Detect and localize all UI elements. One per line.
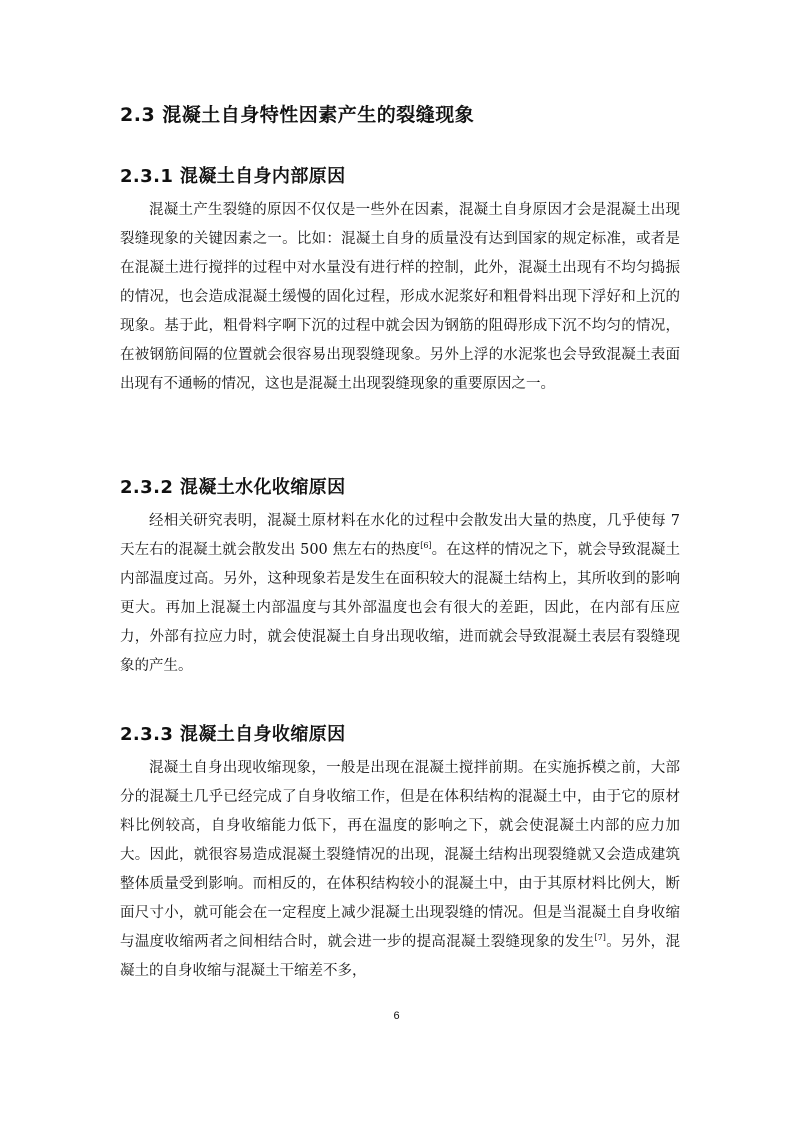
paragraph-2-3-2 (120, 507, 680, 681)
subsection-heading-2-3-3: 2.3.3 混凝土自身收缩原因 (120, 724, 346, 745)
paragraph-text: 。在这样的情况之下，就会导致混凝土内部温度过高。另外，这种现象若是发生在面积较大的混凝土结构上，其所收到的影响更大。再加上混凝土内部温度与其外部温度也会有很大的差距，因此，在内部有压应力，外部有拉应力时，就会使混凝土自身出现收缩，进而就会导致混凝土表层有裂缝现象的产生。 (120, 542, 680, 674)
paragraph-text: 经相关研究表明，混凝土原材料在水化的过程中会散发出大量的热度，几乎使每 7 天左右的混凝土就会散发出 500 焦左右的热度 (120, 513, 680, 558)
paragraph-2-3-1: 混凝土产生裂缝的原因不仅仅是一些外在因素，混凝土自身原因才会是混凝土出现裂缝现象的关键因素之一。比如：混凝土自身的质量没有达到国家的规定标准，或者是在混凝土进行搅拌的过程中对水量没有进行样的控制，此外，混凝土出现有不均匀捣振的情况，也会造成混凝土缓慢的固化过程，形成水泥浆好和粗骨料出现下浮好和上沉的现象。基于此，粗骨料字啊下沉的过程中就会因为钢筋的阻碍形成下沉不均匀的情况，在被钢筋间隔的位置就会很容易出现裂缝现象。另外上浮的水泥浆也会导致混凝土表面出现有不通畅的情况，这也是混凝土出现裂缝现象的重要原因之一。 (120, 202, 680, 392)
citation-6: [6] (420, 541, 432, 551)
page-number: 6 (393, 1010, 400, 1022)
paragraph-text: 。另外，混凝土的自身收缩与混凝土干缩差不多， (120, 934, 681, 979)
subsection-heading-2-3-1: 2.3.1 混凝土自身内部原因 (120, 166, 346, 187)
paragraph-text: 混凝土自身出现收缩现象，一般是出现在混凝土搅拌前期。在实施拆模之前，大部分的混凝土几乎已经完成了自身收缩工作，但是在体积结构的混凝土中，由于它的原材料比例较高，自身收缩能力低下，再在温度的影响之下，就会使混凝土内部的应力加大。因此，就很容易造成混凝土裂缝情况的出现，混凝土结构出现裂缝就又会造成建筑整体质量受到影响。而相反的，在体积结构较小的混凝土中，由于其原材料比例大，断面尺寸小，就可能会在一定程度上减少混凝土出现裂缝的情况。但是当混凝土自身收缩与温度收缩两者之间相结合时，就会进一步的提高混凝土裂缝现象的发生 (120, 760, 680, 950)
paragraph-2-3-3 (120, 754, 680, 986)
subsection-heading-2-3-2: 2.3.2 混凝土水化收缩原因 (120, 477, 346, 498)
section-heading: 2.3 混凝土自身特性因素产生的裂缝现象 (120, 104, 475, 126)
citation-7: [7] (594, 933, 606, 943)
